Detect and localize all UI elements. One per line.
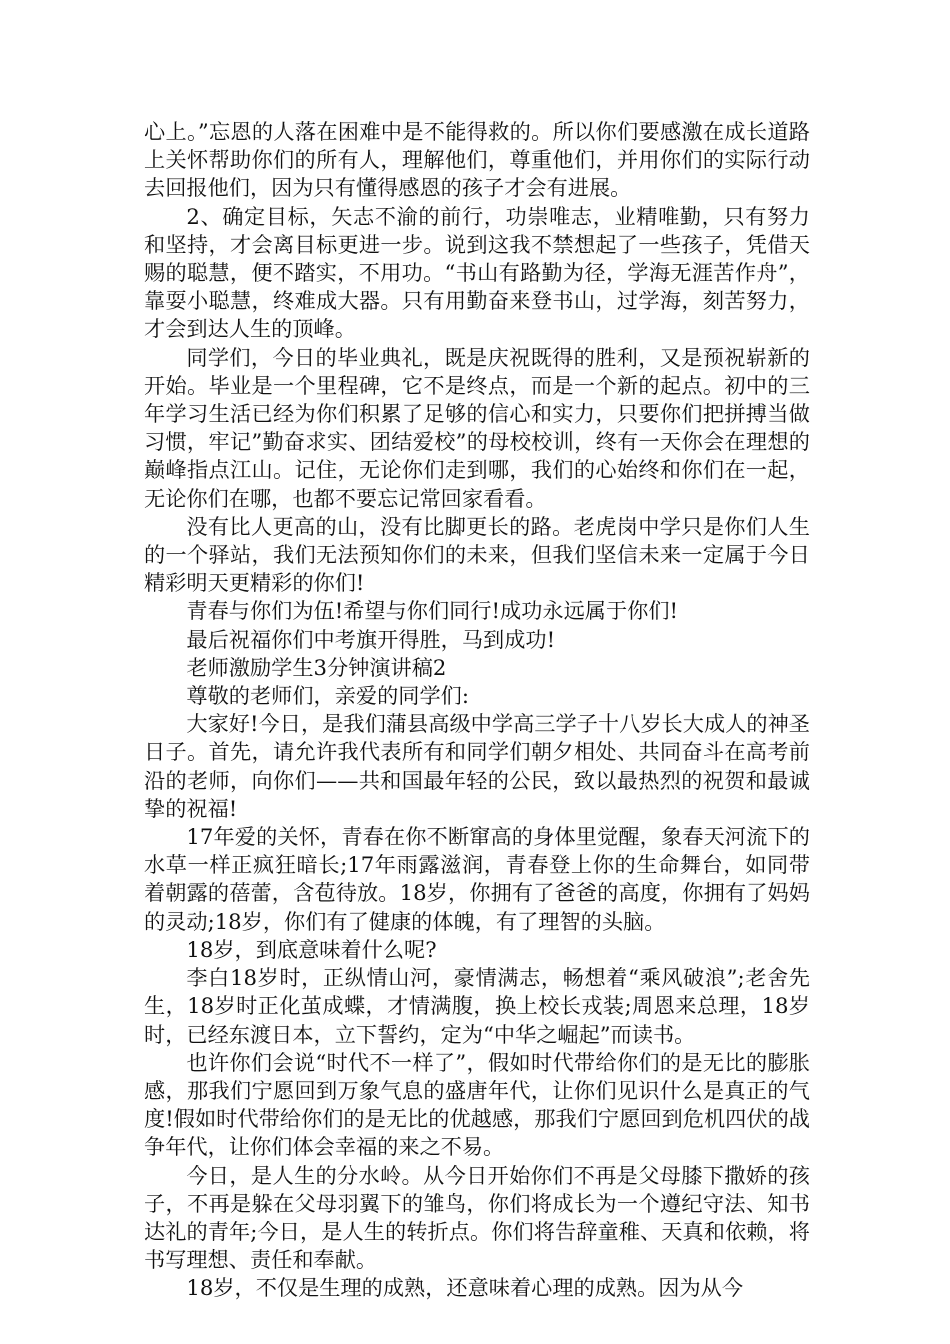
paragraph: 2、确定目标，矢志不渝的前行，功崇唯志，业精唯勤，只有努力和坚持，才会离目标更进一步。说到这我不禁想起了一些孩子，凭借天赐的聪慧，便不踏实，不用功。“书山有路勤为径，学海无涯苦作舟”，靠耍小聪慧，终难成大器。只有用勤奋来登书山，过学海，刻苦努力，才会到达人生的顶峰。 <box>144 203 810 342</box>
paragraph: 心上。”忘恩的人落在困难中是不能得救的。所以你们要感激在成长道路上关怀帮助你们的所有人，理解他们，尊重他们，并用你们的实际行动去回报他们，因为只有懂得感恩的孩子才会有进展。 <box>144 119 810 201</box>
paragraph: 也许你们会说“时代不一样了”，假如时代带给你们的是无比的膨胀感，那我们宁愿回到万象气息的盛唐年代，让你们见识什么是真正的气度!假如时代带给你们的是无比的优越感，那我们宁愿回到危机四伏的战争年代，让你们体会幸福的来之不易。 <box>144 1049 810 1160</box>
paragraph: 青春与你们为伍!希望与你们同行!成功永远属于你们! <box>186 598 679 624</box>
paragraph: 18岁，到底意味着什么呢? <box>186 936 437 962</box>
document-body <box>144 118 810 1303</box>
paragraph: 没有比人更高的山，没有比脚更长的路。老虎岗中学只是你们人生的一个驿站，我们无法预知你们的未来，但我们坚信未来一定属于今日精彩明天更精彩的你们! <box>144 513 810 596</box>
paragraph: 18岁，不仅是生理的成熟，还意味着心理的成熟。因为从今 <box>186 1275 744 1301</box>
paragraph: 同学们，今日的毕业典礼，既是庆祝既得的胜利，又是预祝崭新的开始。毕业是一个里程碑，它不是终点，而是一个新的起点。初中的三年学习生活已经为你们积累了足够的信心和实力，只要你们把拼搏当做习惯，牢记”勤奋求实、团结爱校”的母校校训，终有一天你会在理想的巅峰指点江山。记住，无论你们走到哪，我们的心始终和你们在一起，无论你们在哪，也都不要忘记常回家看看。 <box>144 344 810 511</box>
paragraph: 大家好!今日，是我们蒲县高级中学高三学子十八岁长大成人的神圣日子。首先，请允许我代表所有和同学们朝夕相处、共同奋斗在高考前沿的老师，向你们——共和国最年轻的公民，致以最热烈的祝贺和最诚挚的祝福! <box>144 711 810 821</box>
salutation: 尊敬的老师们，亲爱的同学们: <box>186 683 469 709</box>
paragraph: 最后祝福你们中考旗开得胜，马到成功! <box>186 626 556 652</box>
paragraph: 今日，是人生的分水岭。从今日开始你们不再是父母膝下撒娇的孩子，不再是躲在父母羽翼下的雏鸟，你们将成长为一个遵纪守法、知书达礼的青年;今日，是人生的转折点。你们将告辞童稚、天真和依赖，将书写理想、责任和奉献。 <box>144 1162 810 1273</box>
paragraph: 17年爱的关怀，青春在你不断窜高的身体里觉醒，象春天河流下的水草一样正疯狂暗长;17年雨露滋润，青春登上你的生命舞台，如同带着朝露的蓓蕾，含苞待放。18岁，你拥有了爸爸的高度，你拥有了妈妈的灵动;18岁，你们有了健康的体魄，有了理智的头脑。 <box>144 824 810 934</box>
paragraph: 李白18岁时，正纵情山河，豪情满志，畅想着“乘风破浪”;老舍先生，18岁时正化茧成蝶，才情满腹，换上校长戎装;周恩来总理，18岁时，已经东渡日本，立下誓约，定为“中华之崛起”而读书。 <box>144 965 810 1047</box>
section-heading: 老师激励学生3分钟演讲稿2 <box>186 654 447 680</box>
